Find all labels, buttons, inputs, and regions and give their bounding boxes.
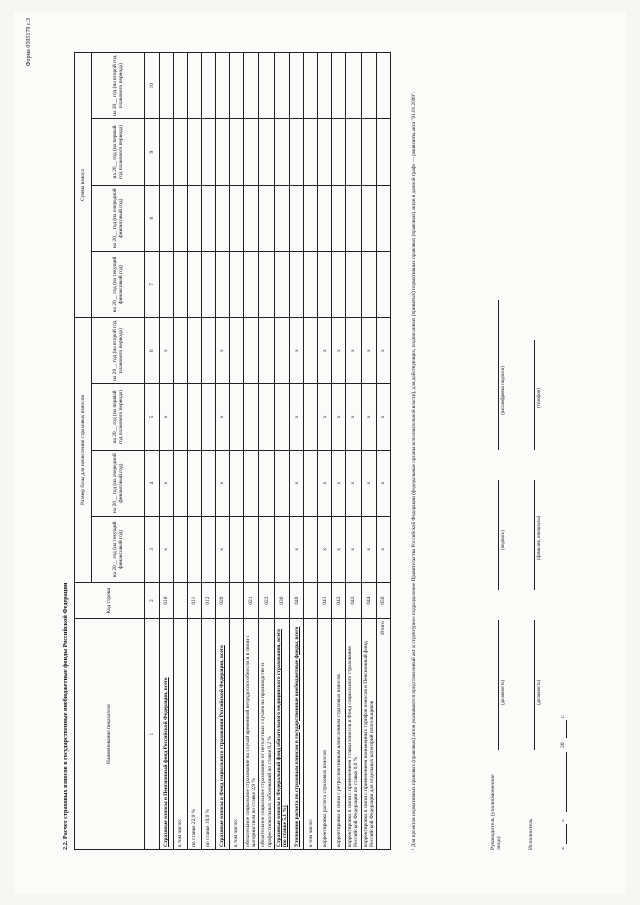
column-number: 9: [145, 119, 160, 185]
period-header: на 20__ год (на первый год планового периода): [92, 384, 145, 450]
value-cell[interactable]: [202, 516, 216, 582]
date-open-quote: «: [560, 847, 566, 850]
value-cell[interactable]: [202, 185, 216, 251]
value-cell[interactable]: x: [361, 318, 376, 384]
table-row: [188, 53, 202, 850]
value-cell[interactable]: [230, 185, 244, 251]
value-cell[interactable]: [188, 516, 202, 582]
value-cell[interactable]: [304, 251, 318, 317]
row-code: [304, 583, 318, 619]
value-cell[interactable]: [188, 53, 202, 119]
value-cell[interactable]: [202, 251, 216, 317]
value-cell[interactable]: [274, 251, 289, 317]
value-cell[interactable]: x: [290, 318, 304, 384]
value-cell[interactable]: [244, 119, 259, 185]
value-cell[interactable]: [188, 119, 202, 185]
row-name: корректировка в связи с ретроспективным начислением страховых взносов: [332, 619, 346, 850]
value-cell[interactable]: [274, 185, 289, 251]
column-number: 7: [145, 251, 160, 317]
row-name: Уточнение расчета по страховым взносам в государственные внебюджетные фонды, всего: [290, 619, 304, 850]
value-cell[interactable]: [259, 119, 274, 185]
value-cell[interactable]: [230, 53, 244, 119]
total-value-cell[interactable]: x: [377, 516, 391, 582]
value-cell[interactable]: [174, 450, 188, 516]
value-cell[interactable]: x: [318, 384, 332, 450]
value-cell[interactable]: x: [216, 450, 230, 516]
column-number: 2: [145, 583, 160, 619]
executor-name-caption: (фамилия, инициалы): [537, 515, 542, 560]
contributions-table: [74, 52, 391, 850]
total-value-cell[interactable]: x: [377, 318, 391, 384]
period-header: на 20__ год (на очередной финансовый год): [92, 185, 145, 251]
value-cell[interactable]: [230, 119, 244, 185]
value-cell[interactable]: x: [346, 384, 361, 450]
total-value-cell[interactable]: [377, 53, 391, 119]
row-name: обязательное социальное страхование от несчастных случаев на производстве и профессиональных заболеваний по ставке 0,2 %: [259, 619, 274, 850]
row-code: 041: [318, 583, 332, 619]
footnote: ¹ Для проектов нормативных правовых (правовых) актов указываются представленный акт и структурное подразделение Правительства Российской Федерации (федеральные органы исполнительной власти), для действующих, подписанных (принятых) нормативных правовых (правовых) актов в данной графе — реквизиты акта "01.01.2099".: [411, 91, 417, 850]
value-cell[interactable]: [304, 450, 318, 516]
value-cell[interactable]: [274, 119, 289, 185]
value-cell[interactable]: [174, 516, 188, 582]
value-cell[interactable]: [274, 53, 289, 119]
value-cell[interactable]: [244, 53, 259, 119]
value-cell[interactable]: [318, 251, 332, 317]
value-cell[interactable]: x: [346, 516, 361, 582]
row-name: Страховые взносы в Фонд социального страхования Российской Федерации, всего: [216, 619, 230, 850]
executor-name-line: [534, 480, 535, 590]
value-cell[interactable]: x: [160, 516, 174, 582]
value-cell[interactable]: [290, 119, 304, 185]
row-name: корректировка расчета страховых взносов: [318, 619, 332, 850]
head-position-line: [498, 620, 499, 750]
value-cell[interactable]: [174, 53, 188, 119]
value-cell[interactable]: x: [318, 318, 332, 384]
total-row: [377, 53, 391, 850]
value-cell[interactable]: [230, 516, 244, 582]
column-number: 10: [145, 53, 160, 119]
row-name: обязательное социальное страхование на случай временной нетрудоспособности и в связи с материнством по ставке 2,9 %: [244, 619, 259, 850]
value-cell[interactable]: [361, 53, 376, 119]
rotated-form: [20, 10, 610, 890]
value-cell[interactable]: x: [332, 318, 346, 384]
date-year-prefix: 20: [560, 742, 566, 748]
value-cell[interactable]: [361, 185, 376, 251]
value-cell[interactable]: [244, 251, 259, 317]
value-cell[interactable]: [304, 53, 318, 119]
value-cell[interactable]: [244, 516, 259, 582]
value-cell[interactable]: [259, 185, 274, 251]
head-name-caption: (расшифровка подписи): [501, 366, 506, 415]
value-cell[interactable]: x: [332, 450, 346, 516]
table-row: [318, 53, 332, 850]
table-row: [259, 53, 274, 850]
head-label: Руководитель (уполномоченное лицо): [490, 774, 503, 850]
table-row: [332, 53, 346, 850]
row-name: корректировка в связи с применением пониженных тарифов взносов в Пенсионный фонд Российской Федерации для отдельных категорий плательщиков: [361, 619, 376, 850]
section-title: 2.2. Расчет страховых взносов в государственные внебюджетные фонды Российской Федерации: [62, 582, 69, 850]
row-name: Страховые взносы в Федеральный фонд обязательного медицинского страхования, всего (по ставке 5,1 %): [274, 619, 289, 850]
value-cell[interactable]: x: [332, 516, 346, 582]
value-cell[interactable]: x: [346, 318, 361, 384]
period-header: на 20__ год (на текущий финансовый год): [92, 516, 145, 582]
value-cell[interactable]: [346, 185, 361, 251]
period-header: на 20__ год (на первый год планового периода): [92, 119, 145, 185]
value-cell[interactable]: x: [361, 516, 376, 582]
value-cell[interactable]: x: [361, 384, 376, 450]
value-cell[interactable]: [290, 53, 304, 119]
value-cell[interactable]: [274, 450, 289, 516]
col-name-header: Наименование показателя: [75, 619, 145, 850]
value-cell[interactable]: [216, 53, 230, 119]
value-cell[interactable]: [259, 53, 274, 119]
column-number: 1: [145, 619, 160, 850]
date-year-suffix: г.: [560, 714, 566, 718]
value-cell[interactable]: [160, 251, 174, 317]
table-row: [304, 53, 318, 850]
value-cell[interactable]: [230, 384, 244, 450]
head-signature-line: [498, 480, 499, 590]
value-cell[interactable]: x: [290, 516, 304, 582]
table-row: [160, 53, 174, 850]
period-header: на 20__ год (на очередной финансовый год): [92, 450, 145, 516]
value-cell[interactable]: x: [160, 318, 174, 384]
value-cell[interactable]: [332, 185, 346, 251]
total-value-cell[interactable]: [377, 119, 391, 185]
value-cell[interactable]: [174, 318, 188, 384]
value-cell[interactable]: [304, 185, 318, 251]
row-name: по ставке 22,0 %: [188, 619, 202, 850]
head-position-caption: (должность): [501, 679, 506, 705]
group-sum-header: Сумма взноса: [75, 53, 92, 318]
value-cell[interactable]: [332, 251, 346, 317]
document-page: [14, 12, 626, 894]
group-base-header: Размер базы для начисления страховых взносов: [75, 318, 92, 583]
row-code: 011: [188, 583, 202, 619]
value-cell[interactable]: [304, 516, 318, 582]
date-month-line: [566, 752, 567, 812]
value-cell[interactable]: x: [346, 450, 361, 516]
row-code: 042: [332, 583, 346, 619]
value-cell[interactable]: [332, 53, 346, 119]
total-value-cell[interactable]: [377, 251, 391, 317]
value-cell[interactable]: [188, 450, 202, 516]
executor-label: Исполнитель: [528, 818, 534, 850]
value-cell[interactable]: [202, 318, 216, 384]
value-cell[interactable]: [361, 251, 376, 317]
row-code: 043: [346, 583, 361, 619]
table-row: [202, 53, 216, 850]
value-cell[interactable]: [259, 251, 274, 317]
value-cell[interactable]: [216, 185, 230, 251]
row-name: корректировка в связи с применением ставки взносов в Фонд социального страхования Российской Федерации по ставке 0,0 %: [346, 619, 361, 850]
value-cell[interactable]: [304, 119, 318, 185]
date-year-line: [566, 720, 567, 738]
table-row: [346, 53, 361, 850]
value-cell[interactable]: [259, 516, 274, 582]
value-cell[interactable]: [244, 185, 259, 251]
value-cell[interactable]: [244, 384, 259, 450]
value-cell[interactable]: [318, 185, 332, 251]
executor-phone-line: [534, 340, 535, 450]
row-code: 022: [259, 583, 274, 619]
row-code: 021: [244, 583, 259, 619]
value-cell[interactable]: [230, 251, 244, 317]
value-cell[interactable]: x: [290, 384, 304, 450]
value-cell[interactable]: [244, 318, 259, 384]
column-number: 6: [145, 318, 160, 384]
value-cell[interactable]: x: [160, 450, 174, 516]
total-value-cell[interactable]: x: [377, 384, 391, 450]
row-code: 012: [202, 583, 216, 619]
value-cell[interactable]: [202, 53, 216, 119]
total-label: Итого: [377, 619, 391, 850]
row-name: в том числе:: [174, 619, 188, 850]
value-cell[interactable]: [346, 53, 361, 119]
value-cell[interactable]: [274, 318, 289, 384]
row-code: 030: [274, 583, 289, 619]
value-cell[interactable]: [259, 450, 274, 516]
date-close-quote: »: [560, 819, 566, 822]
value-cell[interactable]: [346, 119, 361, 185]
table-row: [244, 53, 259, 850]
period-header: на 20__ год (на второй год планового периода): [92, 53, 145, 119]
row-name: Страховые взносы в Пенсионный фонд Российской Федерации, всего: [160, 619, 174, 850]
row-code: 044: [361, 583, 376, 619]
row-code: 010: [160, 583, 174, 619]
row-code: [174, 583, 188, 619]
value-cell[interactable]: x: [160, 384, 174, 450]
date-day-line: [566, 824, 567, 844]
period-header: на 20__ год (на текущий финансовый год): [92, 251, 145, 317]
value-cell[interactable]: [332, 119, 346, 185]
value-cell[interactable]: [160, 185, 174, 251]
value-cell[interactable]: x: [318, 450, 332, 516]
value-cell[interactable]: [274, 516, 289, 582]
value-cell[interactable]: [202, 384, 216, 450]
table-row: [290, 53, 304, 850]
value-cell[interactable]: [216, 251, 230, 317]
value-cell[interactable]: [361, 119, 376, 185]
value-cell[interactable]: x: [332, 384, 346, 450]
row-name: в том числе:: [304, 619, 318, 850]
value-cell[interactable]: [174, 251, 188, 317]
value-cell[interactable]: [202, 450, 216, 516]
executor-position-caption: (должность): [537, 679, 542, 705]
column-number: 3: [145, 516, 160, 582]
row-code: 020: [216, 583, 230, 619]
total-code: 050: [377, 583, 391, 619]
executor-position-line: [534, 620, 535, 750]
value-cell[interactable]: [188, 318, 202, 384]
value-cell[interactable]: [160, 53, 174, 119]
table-row: [274, 53, 289, 850]
value-cell[interactable]: [290, 185, 304, 251]
value-cell[interactable]: [216, 119, 230, 185]
value-cell[interactable]: [290, 251, 304, 317]
value-cell[interactable]: x: [290, 450, 304, 516]
value-cell[interactable]: [259, 384, 274, 450]
value-cell[interactable]: [174, 119, 188, 185]
col-code-header: Код строки: [75, 583, 145, 619]
value-cell[interactable]: [274, 384, 289, 450]
value-cell[interactable]: x: [216, 384, 230, 450]
column-number: 8: [145, 185, 160, 251]
total-value-cell[interactable]: [377, 185, 391, 251]
value-cell[interactable]: [188, 185, 202, 251]
row-code: 040: [290, 583, 304, 619]
period-header: на 20__ год (на второй год планового периода): [92, 318, 145, 384]
value-cell[interactable]: [230, 450, 244, 516]
column-number: 5: [145, 384, 160, 450]
row-name: в том числе:: [230, 619, 244, 850]
table-row: [174, 53, 188, 850]
value-cell[interactable]: [174, 384, 188, 450]
total-value-cell[interactable]: x: [377, 450, 391, 516]
form-code: Форма 0505179 с.3: [26, 18, 32, 67]
table-row: [216, 53, 230, 850]
value-cell[interactable]: [304, 384, 318, 450]
value-cell[interactable]: [318, 53, 332, 119]
executor-phone-caption: (телефон): [537, 387, 542, 408]
column-number: 4: [145, 450, 160, 516]
value-cell[interactable]: [188, 251, 202, 317]
value-cell[interactable]: x: [216, 516, 230, 582]
head-name-line: [498, 300, 499, 450]
value-cell[interactable]: x: [318, 516, 332, 582]
value-cell[interactable]: [202, 119, 216, 185]
value-cell[interactable]: [230, 318, 244, 384]
value-cell[interactable]: [160, 119, 174, 185]
value-cell[interactable]: [244, 450, 259, 516]
head-signature-caption: (подпись): [501, 530, 506, 550]
row-code: [230, 583, 244, 619]
value-cell[interactable]: x: [216, 318, 230, 384]
value-cell[interactable]: [174, 185, 188, 251]
table-row: [361, 53, 376, 850]
value-cell[interactable]: [346, 251, 361, 317]
table-row: [230, 53, 244, 850]
row-name: по ставке 10,0 %: [202, 619, 216, 850]
value-cell[interactable]: [259, 318, 274, 384]
value-cell[interactable]: x: [361, 450, 376, 516]
value-cell[interactable]: [188, 384, 202, 450]
value-cell[interactable]: [304, 318, 318, 384]
value-cell[interactable]: [318, 119, 332, 185]
